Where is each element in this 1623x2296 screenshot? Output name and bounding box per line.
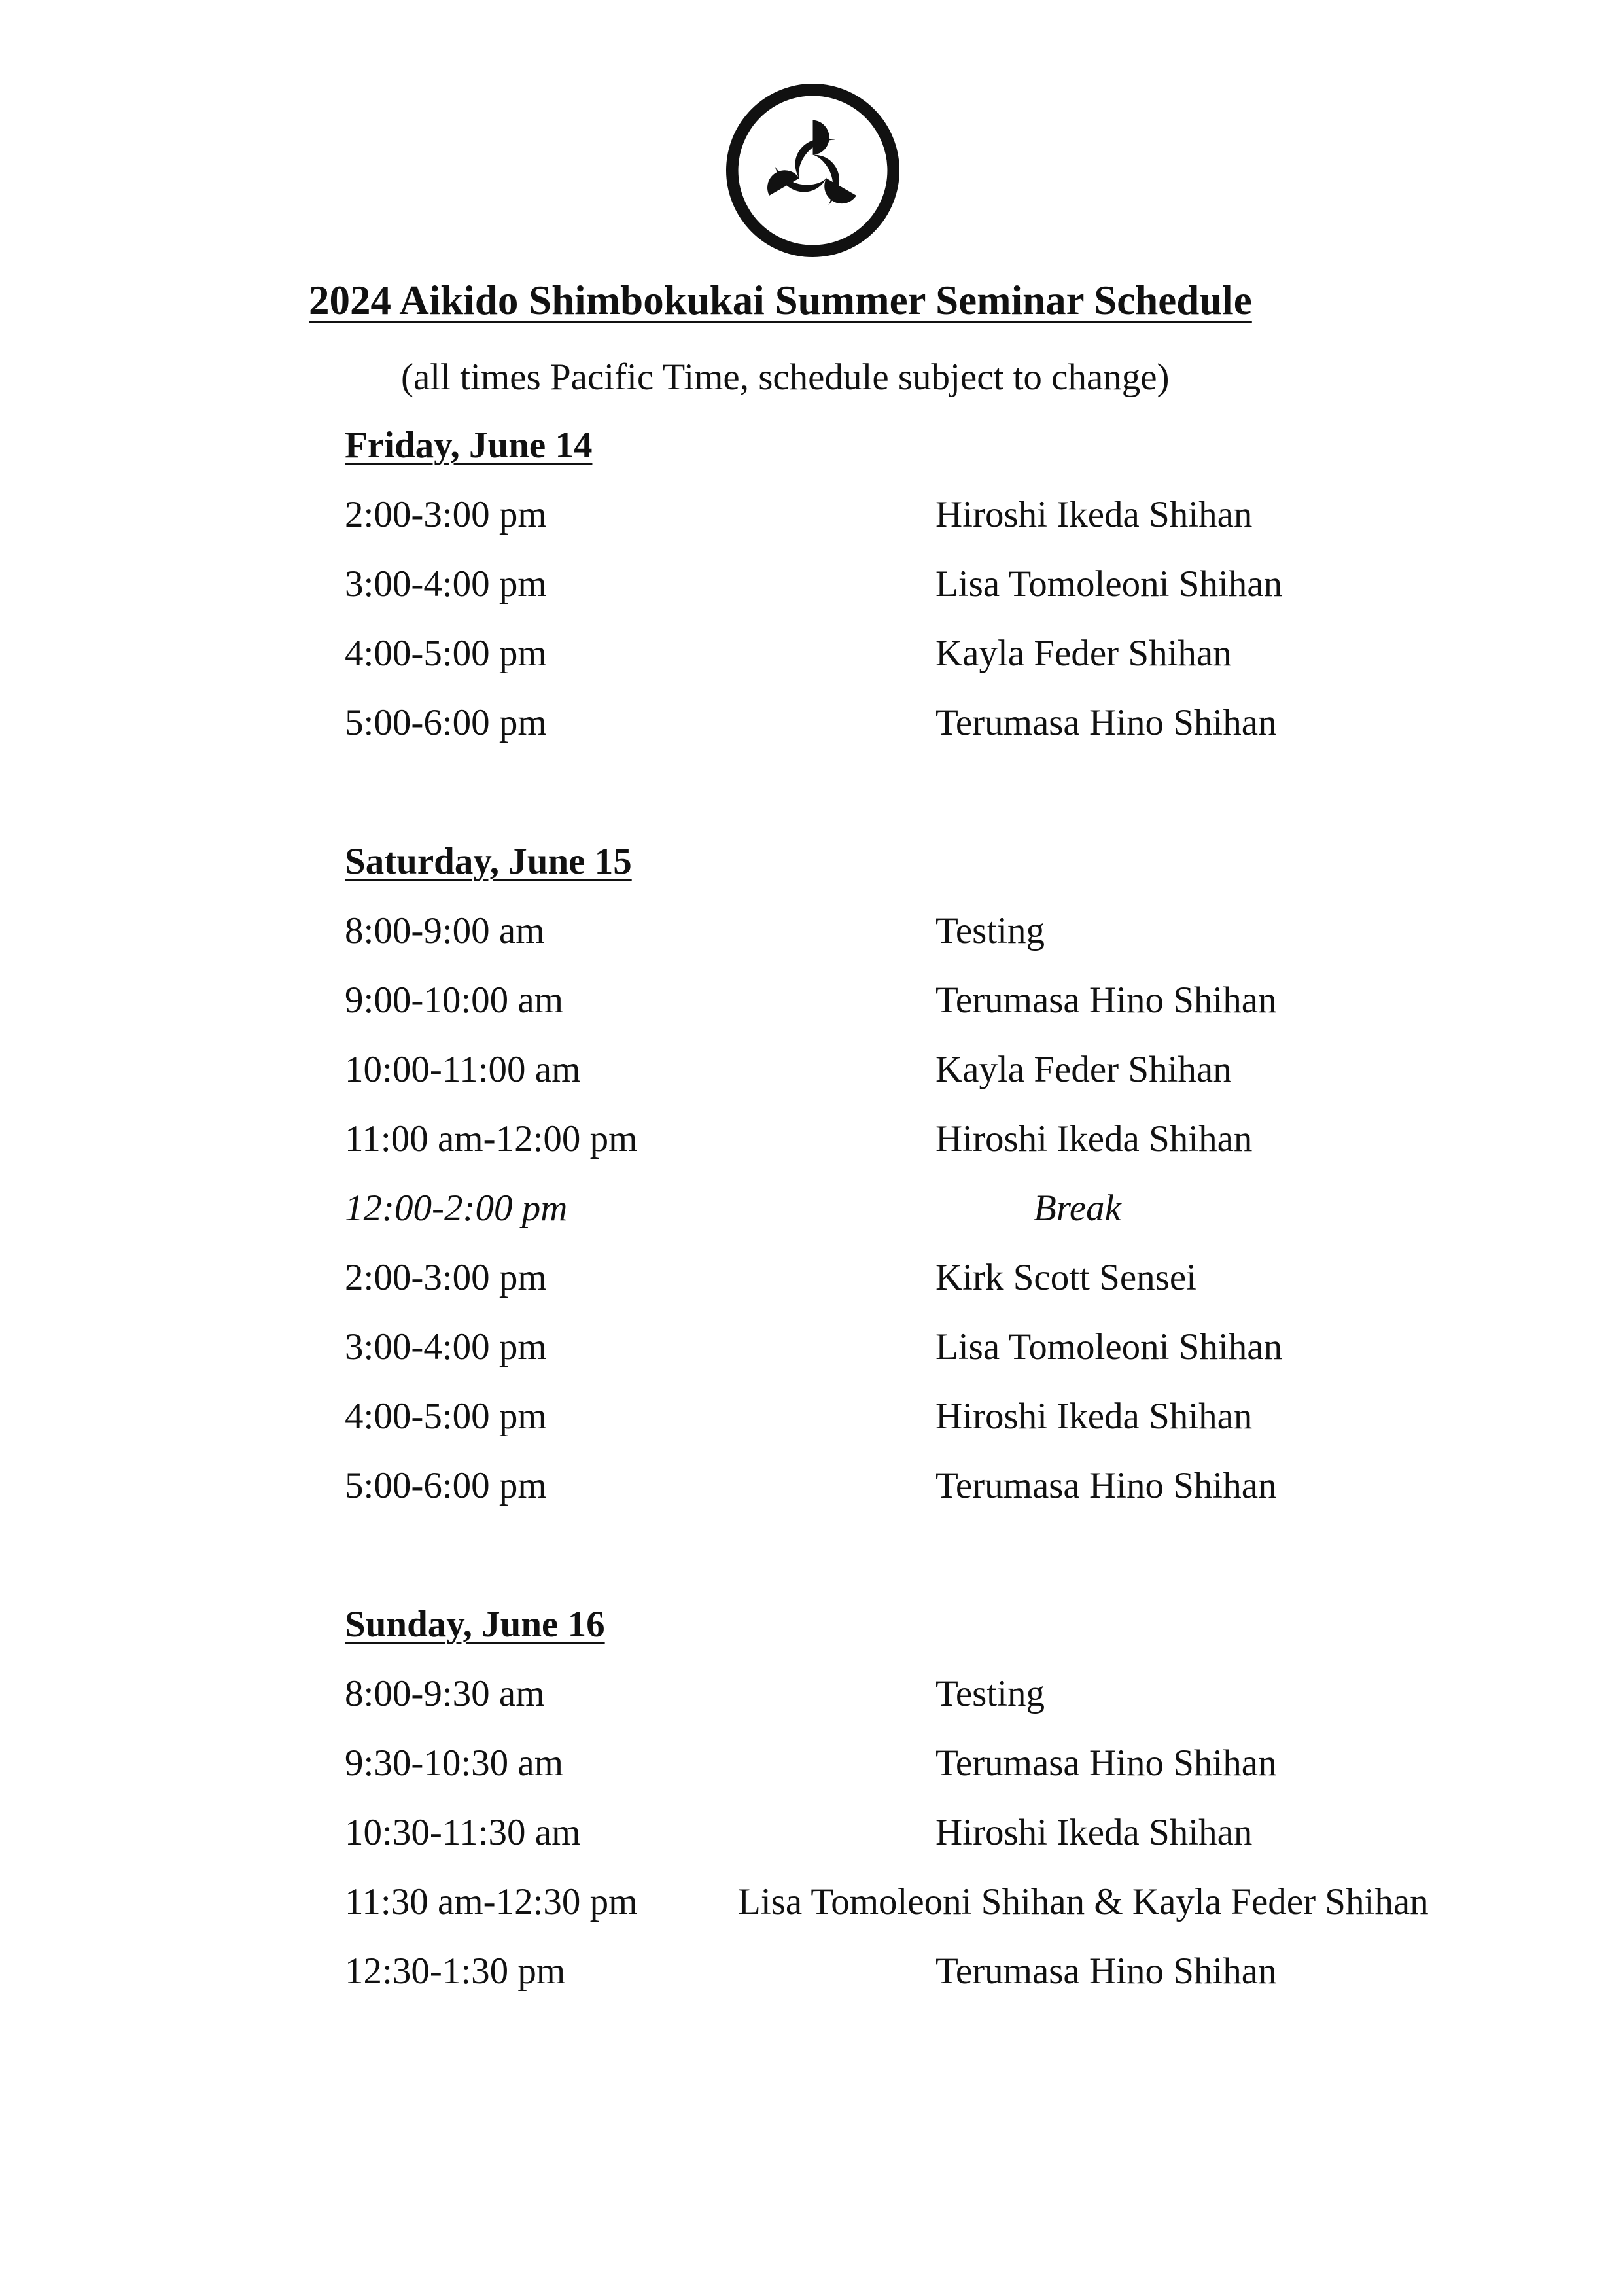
session-instructor: Lisa Tomoleoni Shihan xyxy=(935,1326,1283,1368)
session-time: 9:00-10:00 am xyxy=(345,980,564,1021)
session-instructor: Terumasa Hino Shihan xyxy=(935,702,1277,743)
break-label: Break xyxy=(1034,1188,1121,1229)
session-time: 3:00-4:00 pm xyxy=(345,563,547,605)
session-time: 9:30-10:30 am xyxy=(345,1742,564,1784)
session-time: 11:00 am-12:00 pm xyxy=(345,1118,638,1159)
page-subtitle: (all times Pacific Time, schedule subject to change) xyxy=(401,357,1170,398)
session-instructor: Hiroshi Ikeda Shihan xyxy=(935,494,1253,535)
session-time: 12:30-1:30 pm xyxy=(345,1951,566,1992)
session-instructor: Kayla Feder Shihan xyxy=(935,1049,1232,1090)
session-instructor: Lisa Tomoleoni Shihan & Kayla Feder Shihan xyxy=(738,1881,1429,1922)
session-instructor: Terumasa Hino Shihan xyxy=(935,1742,1277,1784)
session-instructor: Hiroshi Ikeda Shihan xyxy=(935,1118,1253,1159)
session-instructor: Testing xyxy=(935,910,1045,951)
day-heading-sunday: Sunday, June 16 xyxy=(345,1604,605,1645)
session-time: 2:00-3:00 pm xyxy=(345,1257,547,1298)
break-time: 12:00-2:00 pm xyxy=(345,1188,568,1229)
session-time: 5:00-6:00 pm xyxy=(345,1465,547,1506)
session-instructor: Kayla Feder Shihan xyxy=(935,633,1232,674)
session-time: 3:00-4:00 pm xyxy=(345,1326,547,1368)
session-time: 8:00-9:00 am xyxy=(345,910,545,951)
session-instructor: Hiroshi Ikeda Shihan xyxy=(935,1396,1253,1437)
session-time: 2:00-3:00 pm xyxy=(345,494,547,535)
page-title: 2024 Aikido Shimbokukai Summer Seminar Schedule xyxy=(309,277,1252,323)
session-instructor: Testing xyxy=(935,1673,1045,1714)
session-time: 10:30-11:30 am xyxy=(345,1812,581,1853)
session-instructor: Terumasa Hino Shihan xyxy=(935,980,1277,1021)
session-time: 4:00-5:00 pm xyxy=(345,633,547,674)
session-instructor: Lisa Tomoleoni Shihan xyxy=(935,563,1283,605)
session-time: 10:00-11:00 am xyxy=(345,1049,581,1090)
session-instructor: Kirk Scott Sensei xyxy=(935,1257,1196,1298)
session-instructor: Terumasa Hino Shihan xyxy=(935,1465,1277,1506)
session-time: 4:00-5:00 pm xyxy=(345,1396,547,1437)
day-heading-saturday: Saturday, June 15 xyxy=(345,841,632,882)
session-time: 8:00-9:30 am xyxy=(345,1673,545,1714)
session-instructor: Terumasa Hino Shihan xyxy=(935,1951,1277,1992)
day-heading-friday: Friday, June 14 xyxy=(345,425,593,466)
mitsudomoe-logo-icon xyxy=(726,84,899,257)
session-instructor: Hiroshi Ikeda Shihan xyxy=(935,1812,1253,1853)
session-time: 5:00-6:00 pm xyxy=(345,702,547,743)
session-time: 11:30 am-12:30 pm xyxy=(345,1881,638,1922)
